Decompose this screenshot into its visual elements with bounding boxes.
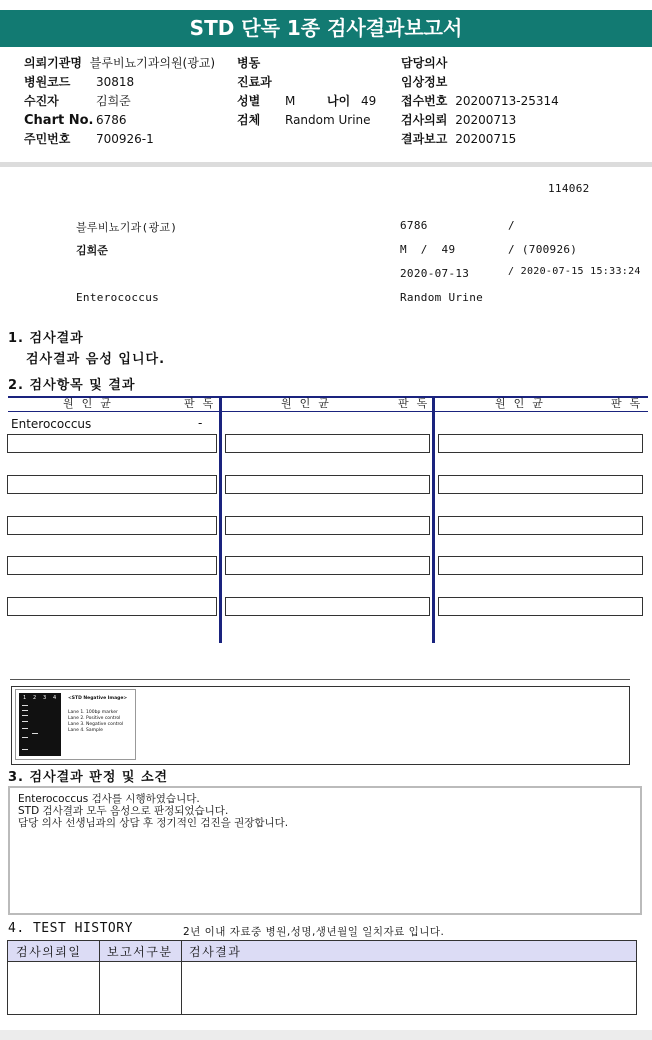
receipt-no-value: 20200713-25314 (455, 94, 559, 108)
sex-value: M (285, 94, 296, 108)
resident-no-value: 700926-1 (96, 132, 154, 146)
sex-age-row (237, 92, 377, 111)
history-col-report-type: 보고서구분 (107, 945, 173, 959)
marker-band (22, 710, 28, 711)
result-organism: Enterococcus (11, 417, 92, 431)
marker-band (22, 728, 28, 729)
col-result-3: 판독 (611, 397, 649, 410)
gel-photo (19, 693, 61, 756)
marker-band (22, 715, 28, 716)
opinion-line-2: STD 검사결과 모두 음성으로 판정되었습니다. (18, 805, 229, 817)
report-date-label: 결과보고 (401, 132, 448, 146)
patient-value: 김희준 (96, 94, 131, 108)
header-divider (0, 162, 652, 167)
col-organism-2: 원인균 (281, 397, 337, 410)
receipt-no-row (401, 92, 559, 111)
positive-band (32, 733, 38, 734)
lane-2-label: 2 (33, 695, 37, 701)
marker-band (22, 737, 28, 738)
sex-label: 성별 (237, 94, 261, 108)
request-date-value: 20200713 (455, 113, 517, 127)
summary-chart: 6786 (400, 219, 428, 232)
summary-test: Enterococcus (76, 291, 160, 304)
section3-heading: 3. 검사결과 판정 및 소견 (8, 770, 169, 785)
chart-no-label: Chart No. (24, 113, 94, 128)
history-col-divider (181, 941, 182, 1014)
marker-band (22, 721, 28, 722)
result-cell (225, 434, 430, 453)
document-number: 114062 (548, 182, 590, 195)
result-cell (225, 516, 430, 535)
opinion-line-3: 담당 의사 선생님과의 상담 후 정기적인 검진을 권장합니다. (18, 817, 289, 829)
grid-header-line (8, 411, 648, 412)
lane-1-label: 1 (23, 695, 27, 701)
summary-slash: / (508, 219, 515, 232)
summary-received: 2020-07-13 (400, 267, 470, 280)
lane-4-label: 4 (53, 695, 57, 701)
ward-label: 병동 (237, 56, 261, 70)
history-table (7, 940, 637, 1015)
result-cell (7, 475, 217, 494)
history-col-divider (99, 941, 100, 1014)
chart-no-row (24, 111, 127, 130)
patient-label: 수진자 (24, 94, 59, 108)
summary-specimen: Random Urine (400, 291, 484, 304)
result-cell (7, 516, 217, 535)
grid-divider-1 (219, 397, 222, 643)
report-date-row (401, 130, 516, 149)
department-label: 진료과 (237, 75, 272, 89)
marker-band (22, 705, 28, 706)
summary-birth: / (700926) (508, 243, 578, 256)
hospital-code-label: 병원코드 (24, 75, 71, 89)
requesting-org-value: 블루비뇨기과의원(광교) (89, 56, 216, 70)
report-date-value: 20200715 (455, 132, 517, 146)
summary-sex-age: M / 49 (400, 243, 456, 256)
summary-org: 블루비뇨기과(광교) (76, 221, 178, 234)
section1-heading: 1. 검사결과 (8, 331, 84, 346)
resident-no-label: 주민번호 (24, 132, 71, 146)
specimen-value: Random Urine (285, 113, 371, 127)
resident-no-row (24, 130, 154, 149)
summary-reported: / 2020-07-15 15:33:24 (508, 266, 641, 277)
opinion-box (8, 786, 642, 915)
gel-legend-2: Lane 2. Positive control (68, 716, 121, 721)
section4-heading: 4. TEST HISTORY (8, 921, 133, 936)
result-cell (225, 556, 430, 575)
result-cell (7, 434, 217, 453)
result-cell (225, 475, 430, 494)
gel-image (15, 689, 136, 760)
hospital-code-value: 30818 (96, 75, 135, 89)
col-organism-3: 원인균 (495, 397, 551, 410)
col-result-2: 판독 (398, 397, 436, 410)
lane-3-label: 3 (43, 695, 47, 701)
specimen-row (237, 111, 371, 130)
grid-divider-2 (432, 397, 435, 643)
requesting-org-row (24, 54, 215, 73)
gel-legend-4: Lane 4. Sample (68, 728, 103, 733)
footer-band (0, 1030, 652, 1040)
section2-heading: 2. 검사항목 및 결과 (8, 378, 136, 393)
specimen-label: 검체 (237, 113, 261, 127)
image-divider (10, 679, 630, 680)
request-date-label: 검사의뢰 (401, 113, 448, 127)
history-header (8, 941, 636, 962)
receipt-no-label: 접수번호 (401, 94, 448, 108)
section1-result-text: 검사결과 음성 입니다. (26, 352, 166, 367)
section4-note: 2년 이내 자료중 병원,성명,생년월일 일치자료 입니다. (183, 926, 445, 938)
gel-legend-3: Lane 3. Negative control (68, 722, 124, 727)
hospital-code-row (24, 73, 135, 92)
result-cell (438, 475, 643, 494)
col-result-1: 판독 (184, 397, 222, 410)
result-value: - (198, 416, 203, 430)
result-cell (438, 434, 643, 453)
age-label: 나이 (327, 94, 351, 108)
history-col-result: 검사결과 (189, 945, 242, 959)
report-title: STD 단독 1종 검사결과보고서 (0, 10, 652, 47)
result-cell (438, 556, 643, 575)
col-organism-1: 원인균 (63, 397, 119, 410)
result-cell (438, 597, 643, 616)
chart-no-value: 6786 (96, 113, 127, 127)
gel-image-title: <STD Negative Image> (68, 696, 128, 701)
opinion-line-1: Enterococcus 검사를 시행하였습니다. (18, 793, 200, 805)
requesting-org-label: 의뢰기관명 (24, 56, 82, 70)
doctor-label: 담당의사 (401, 56, 448, 70)
result-cell (7, 556, 217, 575)
history-col-request-date: 검사의뢰일 (16, 945, 82, 959)
age-value: 49 (361, 94, 377, 108)
result-cell (225, 597, 430, 616)
clinical-info-label: 임상정보 (401, 75, 448, 89)
request-date-row (401, 111, 516, 130)
result-cell (438, 516, 643, 535)
result-cell (7, 597, 217, 616)
summary-name: 김희준 (76, 244, 108, 257)
gel-legend-1: Lane 1. 100bp marker (68, 710, 118, 715)
patient-row (24, 92, 131, 111)
marker-band (22, 749, 28, 750)
